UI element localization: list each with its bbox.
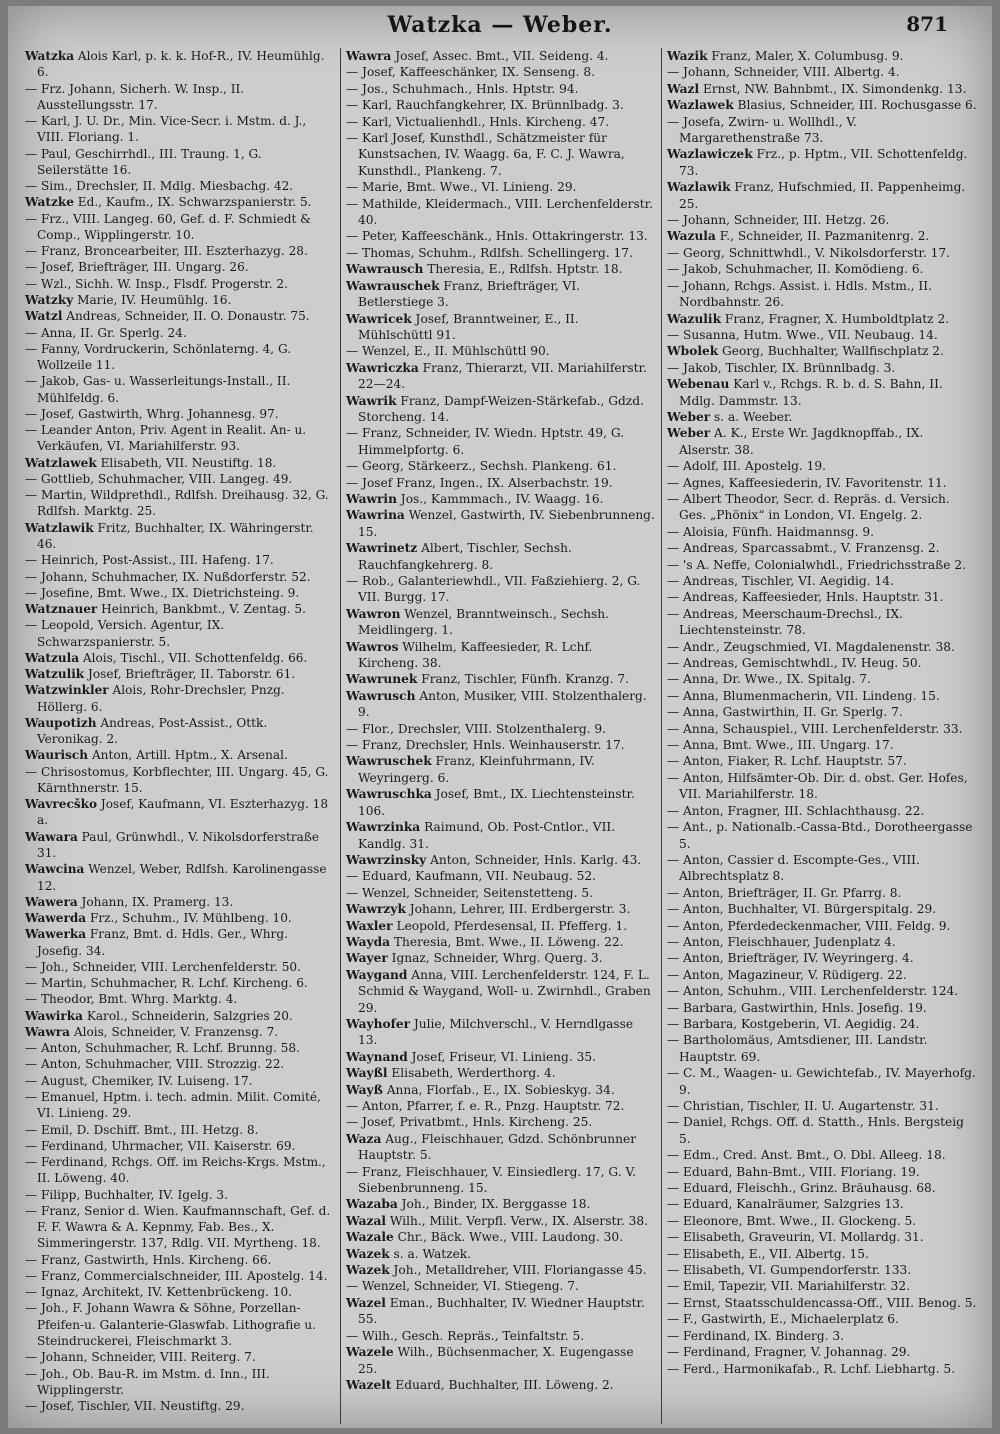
directory-entry: — Anton, Fragner, III. Schlachthausg. 22.	[667, 803, 925, 818]
directory-entry: Wazik Franz, Maler, X. Columbusg. 9.	[667, 49, 904, 63]
directory-entry: — Anna, Dr. Wwe., IX. Spitalg. 7.	[667, 672, 871, 687]
directory-entry: — Emil, Tapezir, VII. Mariahilferstr. 32.	[667, 1279, 910, 1294]
directory-entry: — Andreas, Meerschaum-Drechsl., IX. Liechtensteinstr. 78.	[667, 606, 903, 638]
directory-entry: Wawerda Frz., Schuhm., IV. Mühlbeng. 10.	[25, 911, 292, 926]
directory-entry: Watzke Ed., Kaufm., IX. Schwarzspanierstr. 5.	[25, 195, 312, 210]
directory-entry: — Elisabeth, Graveurin, VI. Mollardg. 31.	[667, 1230, 924, 1245]
directory-entry: Wazele Wilh., Büchsenmacher, X. Eugengasse 25.	[346, 1345, 634, 1376]
directory-entry: Wawrzinsky Anton, Schneider, Hnls. Karlg. 43.	[346, 852, 642, 867]
directory-entry: — Ant., p. Nationalb.-Cassa-Btd., Dorotheergasse 5.	[667, 820, 973, 851]
directory-entry: — Johann, Schneider, VIII. Reiterg. 7.	[25, 1350, 256, 1365]
directory-entry: — Anton, Magazineur, V. Rüdigerg. 22.	[667, 967, 907, 982]
directory-entry: Wawrzinka Raimund, Ob. Post-Cntlor., VII. Kandlg. 31.	[346, 820, 616, 851]
directory-entry: — Johann, Schneider, III. Hetzg. 26.	[667, 213, 890, 228]
directory-entry: — Franz, Drechsler, Hnls. Weinhauserstr. 17.	[346, 738, 625, 753]
directory-entry: — Adolf, III. Apostelg. 19.	[667, 459, 827, 474]
directory-entry: Wawrausch Theresia, E., Rdlfsh. Hptstr. 18.	[346, 262, 623, 277]
directory-entry: Waxler Leopold, Pferdesensal, II. Pfefferg. 1.	[346, 918, 628, 933]
directory-entry: — Wenzel, Schneider, VI. Stiegeng. 7.	[346, 1279, 579, 1294]
directory-entry: Wazlawiczek Frz., p. Hptm., VII. Schottenfeldg. 73.	[667, 147, 968, 178]
directory-entry: — Johann, Schneider, VIII. Albertg. 4.	[667, 65, 900, 80]
directory-entry: — Josefine, Bmt. Wwe., IX. Dietrichsteing. 9.	[25, 585, 300, 600]
directory-entry: — Marie, Bmt. Wwe., VI. Linieng. 29.	[346, 180, 577, 195]
directory-entry: Wawruschka Josef, Bmt., IX. Liechtensteinstr. 106.	[346, 787, 635, 818]
directory-entry: — Josef Franz, Ingen., IX. Alserbachstr. 19.	[346, 475, 613, 490]
directory-entry: — Anna, Blumenmacherin, VII. Lindeng. 15.	[667, 688, 940, 703]
directory-entry: — Elisabeth, E., VII. Albertg. 15.	[667, 1246, 869, 1261]
directory-entry: Wayß Anna, Florfab., E., IX. Sobieskyg. 34.	[346, 1082, 615, 1097]
directory-entry: Wawcina Wenzel, Weber, Rdlfsh. Karolinengasse 12.	[25, 862, 327, 893]
directory-entry: — Franz, Schneider, IV. Wiedn. Hptstr. 49, G. Himmelpfortg. 6.	[346, 426, 625, 457]
directory-entry: — Albert Theodor, Secr. d. Repräs. d. Versich. Ges. „Phönix“ in London, VI. Engelg. 2.	[667, 491, 950, 523]
directory-entry: Wayda Theresia, Bmt. Wwe., II. Löweng. 22.	[346, 934, 624, 949]
directory-entry: — Johann, Rchgs. Assist. i. Hdls. Mstm., II. Nordbahnstr. 26.	[667, 278, 932, 310]
directory-entry: — Eduard, Fleischh., Grinz. Bräuhausg. 68.	[667, 1181, 936, 1196]
directory-entry: — Gottlieb, Schuhmacher, VIII. Langeg. 49.	[25, 471, 293, 486]
directory-entry: Watzlawik Fritz, Buchhalter, IX. Währingerstr. 46.	[25, 520, 314, 551]
directory-entry: Watzwinkler Alois, Rohr-Drechsler, Pnzg. Höllerg. 6.	[25, 683, 285, 714]
directory-entry: Wbolek Georg, Buchhalter, Wallfischplatz 2.	[667, 344, 944, 359]
directory-entry: — Martin, Wildprethdl., Rdlfsh. Dreihausg. 32, G. Rdlfsh. Marktg. 25.	[25, 488, 329, 519]
directory-entry: Wazulik Franz, Fragner, X. Humboldtplatz 2.	[667, 311, 950, 326]
directory-entry: Watznauer Heinrich, Bankbmt., V. Zentag. 5.	[25, 602, 306, 617]
directory-entry: Waupotizh Andreas, Post-Assist., Ottk. Veronikag. 2.	[25, 715, 268, 747]
directory-entry: — Theodor, Bmt. Whrg. Marktg. 4.	[25, 992, 238, 1007]
directory-entry: Wawron Wenzel, Branntweinsch., Sechsh. Meidlingerg. 1.	[346, 606, 609, 638]
directory-entry: — Anton, Fiaker, R. Lchf. Hauptstr. 57.	[667, 754, 907, 769]
directory-entry: Wavrecško Josef, Kaufmann, VI. Eszterhazyg. 18 a.	[25, 797, 329, 828]
directory-entry: — Anton, Schuhmacher, R. Lchf. Brunng. 58.	[25, 1041, 300, 1056]
directory-entry: — Leander Anton, Priv. Agent in Realit. An- u. Verkäufen, VI. Mariahilferstr. 93.	[25, 423, 307, 454]
directory-entry: Watzulik Josef, Briefträger, II. Taborstr. 61.	[25, 667, 296, 682]
page-number: 871	[906, 12, 948, 36]
directory-entry: — Franz, Commercialschneider, III. Apostelg. 14.	[25, 1268, 328, 1283]
directory-entry: Wazelt Eduard, Buchhalter, III. Löweng. 2.	[346, 1377, 614, 1392]
directory-entry: — Barbara, Gastwirthin, Hnls. Josefig. 19.	[667, 1000, 927, 1015]
directory-entry: — Ferdinand, IX. Binderg. 3.	[667, 1328, 845, 1343]
directory-entry: Watzka Alois Karl, p. k. k. Hof-R., IV. Heumühlg. 6.	[25, 49, 325, 80]
directory-entry: — Wenzel, Schneider, Seitenstetteng. 5.	[346, 885, 593, 900]
directory-entry: — Fanny, Vordruckerin, Schönlaterng. 4, G. Wollzeile 11.	[25, 341, 292, 373]
directory-entry: — Emil, D. Dschiff. Bmt., III. Hetzg. 8.	[25, 1122, 259, 1137]
directory-entry: — Martin, Schuhmacher, R. Lchf. Kircheng. 6.	[25, 976, 308, 991]
directory-entry: — Anton, Buchhalter, VI. Bürgerspitalg. 29.	[667, 902, 937, 917]
directory-page	[8, 6, 992, 1428]
directory-entry: Wawrik Franz, Dampf-Weizen-Stärkefab., Gdzd. Storcheng. 14.	[346, 393, 644, 424]
directory-entry: — Andr., Zeugschmied, VI. Magdalenenstr. 38.	[667, 639, 955, 654]
directory-entry: Wawrusch Anton, Musiker, VIII. Stolzenthalerg. 9.	[346, 688, 647, 720]
directory-entry: Wawriczka Franz, Thierarzt, VII. Mariahilferstr. 22—24.	[346, 360, 647, 392]
directory-entry: — Wilh., Gesch. Repräs., Teinfaltstr. 5.	[346, 1328, 585, 1343]
directory-entry: — Ferdinand, Rchgs. Off. im Reichs-Krgs. Mstm., II. Löweng. 40.	[25, 1155, 326, 1186]
directory-entry: — Eduard, Kaufmann, VII. Neubaug. 52.	[346, 869, 597, 884]
directory-entry: — Anna, Bmt. Wwe., III. Ungarg. 17.	[667, 738, 894, 753]
directory-entry: — Franz, Broncearbeiter, III. Eszterhazyg. 28.	[25, 244, 308, 259]
directory-entry: — Aloisia, Fünfh. Haidmannsg. 9.	[667, 524, 874, 539]
page-header	[8, 6, 992, 46]
directory-entry: Weber A. K., Erste Wr. Jagdknopffab., IX. Alserstr. 38.	[667, 426, 924, 457]
directory-entry: — Johann, Schuhmacher, IX. Nußdorferstr. 52.	[25, 569, 311, 584]
directory-entry: — Joh., Ob. Bau-R. im Mstm. d. Inn., III. Wipplingerstr.	[25, 1366, 270, 1397]
directory-entry: — Eleonore, Bmt. Wwe., II. Glockeng. 5.	[667, 1213, 917, 1228]
directory-entry: Wazlawik Franz, Hufschmied, II. Pappenheimg. 25.	[667, 180, 966, 211]
directory-entry: — Peter, Kaffeeschänk., Hnls. Ottakringerstr. 13.	[346, 229, 648, 244]
directory-entry: — C. M., Waagen- u. Gewichtefab., IV. Mayerhofg. 9.	[667, 1066, 976, 1097]
directory-entry: Wazl Ernst, NW. Bahnbmt., IX. Simondenkg. 13.	[667, 81, 967, 96]
directory-entry: — Chrisostomus, Korbflechter, III. Ungarg. 45, G. Kärnthnerstr. 15.	[25, 764, 329, 795]
directory-entry: — Anna, II. Gr. Sperlg. 24.	[25, 325, 187, 340]
directory-entry: — Flor., Drechsler, VIII. Stolzenthalerg. 9.	[346, 721, 607, 736]
directory-entry: — F., Gastwirth, E., Michaelerplatz 6.	[667, 1312, 899, 1327]
directory-entry: — Elisabeth, VI. Gumpendorferstr. 133.	[667, 1263, 912, 1278]
directory-entry: Wawros Wilhelm, Kaffeesieder, R. Lchf. Kircheng. 38.	[346, 639, 593, 671]
directory-entry: — Anna, Schauspiel., VIII. Lerchenfelderstr. 33.	[667, 721, 963, 736]
directory-entry: — Anton, Fleischhauer, Judenplatz 4.	[667, 934, 896, 949]
directory-entry: — Edm., Cred. Anst. Bmt., O. Dbl. Alleeg. 18.	[667, 1148, 946, 1163]
directory-entry: — Joh., Schneider, VIII. Lerchenfelderstr. 50.	[25, 959, 301, 974]
directory-entry: — Anton, Schuhmacher, VIII. Strozzig. 22.	[25, 1057, 285, 1072]
directory-entry: Wawra Alois, Schneider, V. Franzensg. 7.	[25, 1024, 279, 1039]
directory-entry: — August, Chemiker, IV. Luiseng. 17.	[25, 1073, 253, 1088]
directory-entry: — Daniel, Rchgs. Off. d. Statth., Hnls. Bergsteig 5.	[667, 1115, 964, 1146]
directory-entry: — Ignaz, Architekt, IV. Kettenbrückeng. 10.	[25, 1285, 292, 1300]
directory-entry: Watzlawek Elisabeth, VII. Neustiftg. 18.	[25, 455, 277, 470]
directory-entry: — Karl, Rauchfangkehrer, IX. Brünnlbadg. 3.	[346, 98, 624, 113]
directory-entry: — Franz, Fleischhauer, V. Einsiedlerg. 17, G. V. Siebenbrunneng. 15.	[346, 1164, 636, 1196]
directory-entry: — Frz., VIII. Langeg. 60, Gef. d. F. Schmiedt & Comp., Wipplingerstr. 10.	[25, 211, 311, 242]
directory-entry: Waza Aug., Fleischhauer, Gdzd. Schönbrunner Hauptstr. 5.	[346, 1131, 637, 1163]
directory-entry: — Anton, Pfarrer, f. e. R., Pnzg. Hauptstr. 72.	[346, 1099, 625, 1113]
directory-entry: — 's A. Neffe, Colonialwhdl., Friedrichsstraße 2.	[667, 557, 966, 572]
directory-entry: — Josef, Briefträger, III. Ungarg. 26.	[25, 260, 249, 275]
directory-entry: Watzula Alois, Tischl., VII. Schottenfeldg. 66.	[25, 650, 308, 665]
directory-entry: — Josef, Privatbmt., Hnls. Kircheng. 25.	[346, 1115, 593, 1130]
directory-entry: Wawrin Jos., Kammmach., IV. Waagg. 16.	[346, 491, 604, 506]
directory-entry: — Franz, Gastwirth, Hnls. Kircheng. 66.	[25, 1252, 272, 1267]
directory-entry: — Ernst, Staatsschuldencassa-Off., VIII. Benog. 5.	[667, 1295, 977, 1310]
directory-entry: Wawra Josef, Assec. Bmt., VII. Seideng. 4.	[346, 49, 609, 63]
directory-entry: — Josefa, Zwirn- u. Wollhdl., V. Margarethenstraße 73.	[667, 114, 857, 146]
directory-entry: Watzky Marie, IV. Heumühlg. 16.	[25, 292, 232, 307]
directory-entry: — Anton, Cassier d. Escompte-Ges., VIII. Albrechtsplatz 8.	[667, 852, 920, 884]
directory-entry: — Andreas, Kaffeesieder, Hnls. Hauptstr. 31.	[667, 590, 944, 605]
directory-entry: — Karl, J. U. Dr., Min. Vice-Secr. i. Mstm. d. J., VIII. Floriang. 1.	[25, 114, 307, 145]
directory-entry: — Anton, Briefträger, IV. Weyringerg. 4.	[667, 951, 914, 966]
directory-entry: — Eduard, Bahn-Bmt., VIII. Floriang. 19.	[667, 1164, 920, 1179]
directory-entry: — Filipp, Buchhalter, IV. Igelg. 3.	[25, 1187, 228, 1202]
directory-entry: — Andreas, Tischler, VI. Aegidig. 14.	[667, 574, 894, 588]
directory-entry: Wawrina Wenzel, Gastwirth, IV. Siebenbrunneng. 15.	[346, 508, 655, 539]
directory-entry: Waurisch Anton, Artill. Hptm., X. Arsenal.	[25, 748, 288, 763]
directory-entry: — Karl, Victualienhdl., Hnls. Kircheng. 47.	[346, 114, 610, 129]
directory-entry: — Wenzel, E., II. Mühlschüttl 90.	[346, 344, 550, 359]
directory-entry: Wawara Paul, Grünwhdl., V. Nikolsdorferstraße 31.	[25, 829, 320, 861]
directory-entry: — Paul, Geschirrhdl., III. Traung. 1, G. Seilerstätte 16.	[25, 146, 262, 177]
directory-entry: — Josef, Tischler, VII. Neustiftg. 29.	[25, 1399, 245, 1414]
directory-entry: — Mathilde, Kleidermach., VIII. Lerchenfelderstr. 40.	[346, 196, 654, 228]
directory-entry: — Anna, Gastwirthin, II. Gr. Sperlg. 7.	[667, 705, 903, 720]
directory-entry: Waygand Anna, VIII. Lerchenfelderstr. 124, F. L. Schmid & Waygand, Woll- u. Zwirnhdl., Graben 29.	[346, 967, 651, 1015]
directory-entry: — Karl Josef, Kunsthdl., Schätzmeister für Kunstsachen, IV. Waagg. 6a, F. C. J. Wawra, Kunsthdl., Plankeng. 7.	[346, 131, 625, 178]
directory-entry: — Jakob, Schuhmacher, II. Komödieng. 6.	[667, 262, 924, 277]
directory-entry: Waynand Josef, Friseur, VI. Linieng. 35.	[346, 1049, 596, 1064]
directory-entry: — Bartholomäus, Amtsdiener, III. Landstr. Hauptstr. 69.	[667, 1033, 928, 1064]
directory-entry: — Franz, Senior d. Wien. Kaufmannschaft, Gef. d. F. F. Wawra & A. Kepnmy, Fab. Bes., X. Simmeringerstr. 137, Rdlg. VII. Myrtheng. 18.	[25, 1203, 331, 1251]
directory-entry: Wazlawek Blasius, Schneider, III. Rochusgasse 6.	[667, 98, 977, 113]
directory-entry: — Wzl., Sichh. W. Insp., Flsdf. Progerstr. 2.	[25, 276, 288, 291]
directory-entry: — Christian, Tischler, II. U. Augartenstr. 31.	[667, 1099, 939, 1113]
directory-entry: — Thomas, Schuhm., Rdlfsh. Schellingerg. 17.	[346, 245, 633, 260]
directory-entry: — Anton, Pferdedeckenmacher, VIII. Feldg. 9.	[667, 918, 951, 933]
directory-entry: — Josef, Kaffeeschänker, IX. Senseng. 8.	[346, 65, 596, 80]
directory-entry: — Heinrich, Post-Assist., III. Hafeng. 17.	[25, 553, 274, 568]
entry-columns	[20, 48, 982, 1424]
directory-entry: — Georg, Stärkeerz., Sechsh. Plankeng. 61.	[346, 459, 617, 474]
directory-entry: Wawruschek Franz, Kleinfuhrmann, IV. Weyringerg. 6.	[346, 754, 595, 785]
directory-entry: — Sim., Drechsler, II. Mdlg. Miesbachg. 42.	[25, 179, 294, 194]
directory-entry: Wazel Eman., Buchhalter, IV. Wiedner Hauptstr. 55.	[346, 1295, 645, 1327]
directory-entry: Webenau Karl v., Rchgs. R. b. d. S. Bahn, II. Mdlg. Dammstr. 13.	[667, 377, 943, 408]
directory-entry: Wazek Joh., Metalldreher, VIII. Floriangasse 45.	[346, 1263, 647, 1278]
directory-entry: — Ferd., Harmonikafab., R. Lchf. Liebhartg. 5.	[667, 1361, 956, 1376]
directory-entry: — Anton, Hilfsämter-Ob. Dir. d. obst. Ger. Hofes, VII. Mariahilferstr. 18.	[667, 770, 968, 802]
directory-entry: Wawera Johann, IX. Pramerg. 13.	[25, 894, 234, 909]
column-middle	[341, 48, 662, 1424]
directory-entry: — Anton, Schuhm., VIII. Lerchenfelderstr. 124.	[667, 984, 959, 999]
directory-entry: — Andreas, Sparcassabmt., V. Franzensg. 2.	[667, 541, 940, 556]
directory-entry: — Frz. Johann, Sicherh. W. Insp., II. Ausstellungsstr. 17.	[25, 81, 245, 112]
directory-entry: — Anton, Briefträger, II. Gr. Pfarrg. 8.	[667, 885, 902, 900]
directory-entry: Wazale Chr., Bäck. Wwe., VIII. Laudong. 30.	[346, 1230, 623, 1245]
directory-entry: — Andreas, Gemischtwhdl., IV. Heug. 50.	[667, 656, 922, 671]
directory-entry: Watzl Andreas, Schneider, II. O. Donaustr. 75.	[25, 309, 310, 324]
directory-entry: Wawerka Franz, Bmt. d. Hdls. Ger., Whrg. Josefig. 34.	[25, 927, 288, 958]
directory-entry: Wawirka Karol., Schneiderin, Salzgries 20.	[25, 1008, 293, 1023]
directory-entry: — Leopold, Versich. Agentur, IX. Schwarzspanierstr. 5.	[25, 618, 225, 649]
directory-entry: — Susanna, Hutm. Wwe., VII. Neubaug. 14.	[667, 327, 938, 342]
directory-entry: — Jos., Schuhmach., Hnls. Hptstr. 94.	[346, 81, 579, 96]
directory-entry: — Ferdinand, Uhrmacher, VII. Kaiserstr. 69.	[25, 1138, 296, 1153]
directory-entry: Wazula F., Schneider, II. Pazmanitenrg. 2.	[667, 229, 930, 244]
directory-entry: Wawrinetz Albert, Tischler, Sechsh. Rauchfangkehrerg. 8.	[346, 541, 572, 572]
directory-entry: — Barbara, Kostgeberin, VI. Aegidig. 24.	[667, 1016, 920, 1031]
directory-entry: Wayer Ignaz, Schneider, Whrg. Querg. 3.	[346, 951, 603, 966]
directory-entry: Wazek s. a. Watzek.	[346, 1246, 472, 1261]
directory-entry: — Emanuel, Hptm. i. tech. admin. Milit. Comité, VI. Linieng. 29.	[25, 1090, 321, 1121]
directory-entry: — Joh., F. Johann Wawra & Söhne, Porzellan-Pfeifen-u. Galanterie-Glaswfab. Lithografie u. Steindruckerei, Fleischmarkt 3.	[25, 1301, 316, 1348]
directory-entry: — Ferdinand, Fragner, V. Johannag. 29.	[667, 1345, 911, 1360]
directory-entry: — Agnes, Kaffeesiederin, IV. Favoritenstr. 11.	[667, 475, 947, 490]
directory-entry: Weber s. a. Weeber.	[667, 409, 793, 424]
directory-entry: Wawrzyk Johann, Lehrer, III. Erdbergerstr. 3.	[346, 902, 631, 917]
directory-entry: Wazaba Joh., Binder, IX. Berggasse 18.	[346, 1197, 591, 1212]
directory-entry: — Georg, Schnittwhdl., V. Nikolsdorferstr. 17.	[667, 245, 951, 260]
directory-entry: Wawricek Josef, Branntweiner, E., II. Mühlschüttl 91.	[346, 311, 579, 342]
column-right	[662, 48, 982, 1424]
directory-entry: — Jakob, Gas- u. Wasserleitungs-Install., II. Mühlfeldg. 6.	[25, 374, 291, 405]
directory-entry: — Josef, Gastwirth, Whrg. Johannesg. 97.	[25, 406, 279, 421]
directory-entry: Wayhofer Julie, Milchverschl., V. Herndlgasse 13.	[346, 1016, 634, 1048]
directory-entry: Wawrauschek Franz, Briefträger, VI. Betlerstiege 3.	[346, 278, 581, 310]
directory-entry: — Rob., Galanteriewhdl., VII. Faßziehierg. 2, G. VII. Burgg. 17.	[346, 574, 641, 605]
running-head: Watzka — Weber.	[387, 12, 613, 38]
column-left	[20, 48, 341, 1424]
directory-entry: Wayßl Elisabeth, Werderthorg. 4.	[346, 1066, 556, 1081]
directory-entry: Wawrunek Franz, Tischler, Fünfh. Kranzg. 7.	[346, 672, 630, 687]
directory-entry: Wazal Wilh., Milit. Verpfl. Verw., IX. Alserstr. 38.	[346, 1213, 648, 1228]
directory-entry: — Jakob, Tischler, IX. Brünnlbadg. 3.	[667, 360, 896, 375]
directory-entry: — Eduard, Kanalräumer, Salzgries 13.	[667, 1197, 904, 1212]
